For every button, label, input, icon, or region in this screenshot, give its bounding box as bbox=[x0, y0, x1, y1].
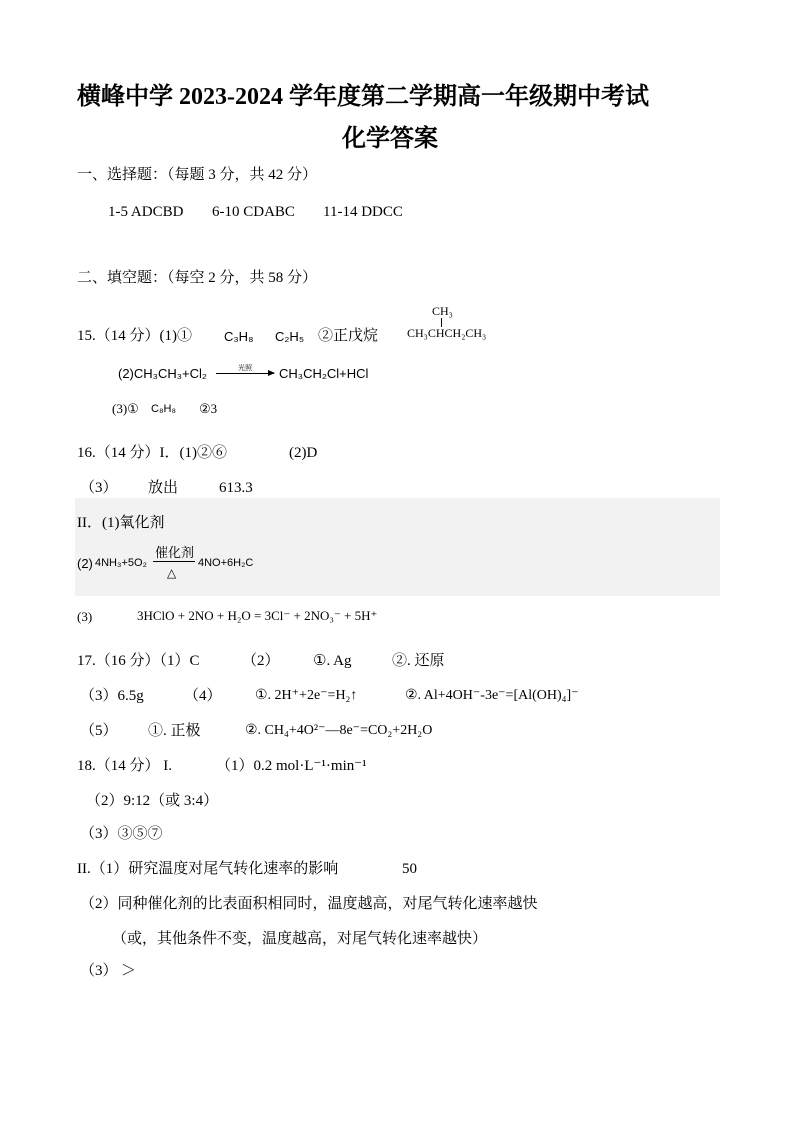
q16-II-p2-label: (2) bbox=[77, 556, 93, 571]
q17-p5-label: （5） bbox=[80, 723, 118, 739]
part1-heading: 一、选择题：（每题 3 分，共 42 分） bbox=[77, 167, 318, 183]
q18-II-p1: II.（1）研究温度对尾气转化速率的影响 bbox=[77, 861, 339, 877]
document-subtitle: 化学答案 bbox=[342, 126, 438, 152]
q15-answer-2: C₂H₅ bbox=[275, 329, 305, 344]
q16-II-p2-products: 4NO+6H₂C bbox=[198, 557, 254, 569]
q18-p2: （2）9:12（或 3:4） bbox=[86, 793, 219, 809]
q17-p3: （3）6.5g bbox=[80, 688, 144, 704]
q16-II-p1: II．(1)氧化剂 bbox=[77, 515, 165, 531]
q15-p2-reactants: (2)CH₃CH₃+Cl₂ bbox=[118, 366, 207, 381]
q16-label: 16.（14 分）I．(1)②⑥ bbox=[77, 445, 227, 461]
reaction-condition-line bbox=[153, 561, 195, 562]
q17-p4-label: （4） bbox=[184, 688, 222, 704]
q18-II-p1-value: 50 bbox=[402, 861, 417, 877]
document-title: 横峰中学 2023-2024 学年度第二学期高一年级期中考试 bbox=[77, 84, 649, 110]
structure-branch: CH₃ bbox=[432, 304, 453, 318]
q15-p3-answer-2: ②3 bbox=[199, 401, 218, 416]
q18-p1: （1）0.2 mol·L⁻¹·min⁻¹ bbox=[216, 758, 367, 774]
q17-p4-answer-2: ②. Al+4OH⁻-3e⁻=[Al(OH)₄]⁻ bbox=[405, 688, 579, 703]
q16-p3-label: （3） bbox=[80, 480, 118, 496]
q17-p2-answer-1: ①. Ag bbox=[313, 653, 352, 669]
reaction-arrow bbox=[216, 373, 274, 374]
q15-answer-3: ②正戊烷 bbox=[318, 328, 379, 344]
q16-p3-answer-2: 613.3 bbox=[219, 480, 253, 496]
q17-p5-answer-1: ①. 正极 bbox=[148, 723, 201, 739]
q15-label: 15.（14 分）(1)① bbox=[77, 328, 192, 344]
q16-II-p2-reactants: 4NH₃+5O₂ bbox=[95, 557, 147, 569]
q17-p2-label: （2） bbox=[242, 653, 280, 669]
mc-answers-1-5: 1-5 ADCBD bbox=[108, 204, 184, 220]
mc-answers-11-14: 11-14 DDCC bbox=[323, 204, 403, 220]
q17-p4-answer-1: ①. 2H⁺+2e⁻=H₂↑ bbox=[255, 688, 358, 703]
heat-symbol: △ bbox=[167, 566, 177, 580]
q15-p2-condition: 光照 bbox=[238, 364, 252, 372]
structure-chain: CH₃CHCH₂CH₃ bbox=[407, 326, 487, 340]
q15-p3-answer-1: C₈H₈ bbox=[151, 403, 177, 415]
mc-answers-6-10: 6-10 CDABC bbox=[212, 204, 295, 220]
q15-p2-products: CH₃CH₂Cl+HCl bbox=[279, 366, 369, 381]
part2-heading: 二、填空题：（每空 2 分，共 58 分） bbox=[77, 270, 318, 286]
q18-II-p2-alt: （或，其他条件不变，温度越高，对尾气转化速率越快） bbox=[112, 931, 488, 947]
q18-II-p3-label: （3） bbox=[80, 963, 118, 979]
q17-p5-answer-2: ②. CH₄+4O²⁻—8e⁻=CO₂+2H₂O bbox=[245, 723, 433, 738]
q15-p3-label: (3)① bbox=[112, 401, 139, 416]
q18-II-p3-value: ＞ bbox=[121, 963, 137, 979]
q18-label: 18.（14 分） I. bbox=[77, 758, 172, 774]
q16-p2: (2)D bbox=[289, 445, 318, 461]
q18-II-p2: （2）同种催化剂的比表面积相同时，温度越高，对尾气转化速率越快 bbox=[80, 896, 538, 912]
q16-II-p3-label: (3) bbox=[77, 609, 93, 624]
q17-p2-answer-2: ②. 还原 bbox=[392, 653, 445, 669]
q17-label: 17.（16 分）（1）C bbox=[77, 653, 200, 669]
q18-p3: （3）③⑤⑦ bbox=[80, 826, 163, 842]
q16-II-p3-equation: 3HClO + 2NO + H₂O = 3Cl⁻ + 2NO₃⁻ + 5H⁺ bbox=[137, 608, 378, 623]
q15-answer-1: C₃H₈ bbox=[224, 329, 254, 344]
q16-p3-answer-1: 放出 bbox=[148, 480, 179, 496]
q16-II-p2-catalyst: 催化剂 bbox=[155, 545, 195, 560]
